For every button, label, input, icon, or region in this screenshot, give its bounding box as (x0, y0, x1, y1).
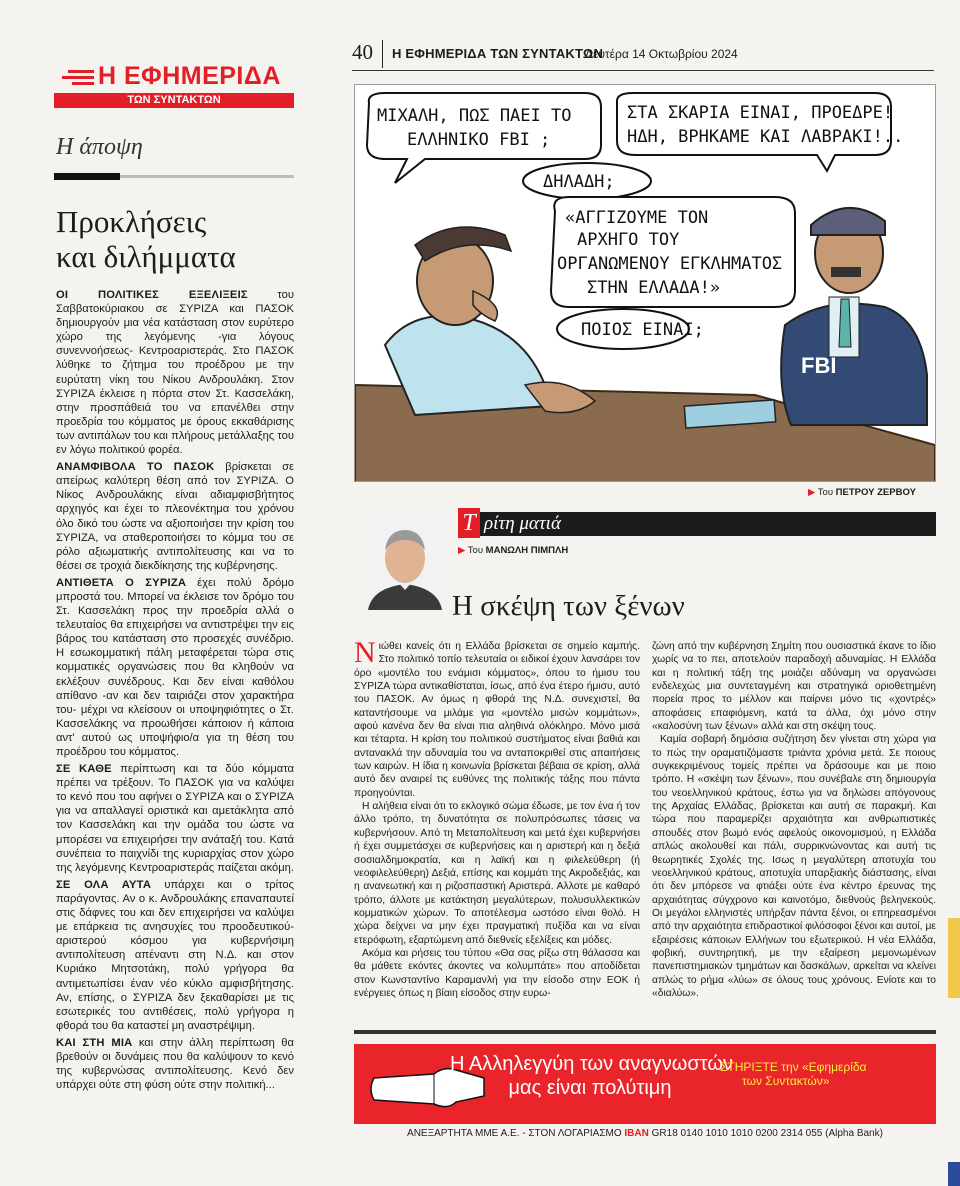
bubble-text: ΕΛΛΗΝΙΚΟ FBI ; (407, 130, 551, 150)
editorial-title-line: Προκλήσεις (56, 204, 207, 239)
bubble-text: ΠΟΙΟΣ ΕΙΝΑΙ; (581, 320, 704, 340)
article-column-2 (652, 640, 936, 1000)
figure-right-mustache (831, 267, 861, 277)
header-paper-name: Η ΕΦΗΜΕΡΙΔΑ ΤΩΝ ΣΥΝΤΑΚΤΩΝ (392, 46, 604, 61)
article-paragraph: Νιώθει κανείς ότι η Ελλάδα βρίσκεται σε σημείο καμπής. Στο πολιτικό τοπίο τελευταία οι ειδικοί έχουν λανσάρει τον όρο «μοντέλο του ενάμισι κόμματος», όπου το ήμισυ του ΣΥΡΙΖΑ τώρα αντικαθίσταται, ίσως, από ένα έτερο ήμισυ, αυτό του ΠΑΣΟΚ. Αν όμως η φθορά της Ν.Δ. συνεχιστεί, θα καταντήσουμε να μιλάμε για «μοντέλο μισών κομμάτων», αφού κανένα δεν θα είναι πια αληθινά ολόκληρο. Μόνο μισά και τέταρτα. Η κρίση του πολιτικού συστήματος είναι βαθιά και αντανακλά την αδυναμία του να ανταποκριθεί στις απαιτήσεις των καιρών. Η ίδια η κοινωνία βρίσκεται βέβαια σε κρίση, αλλά αυτό δεν αναιρεί τις ευθύνες της πολιτικής τάξης που πάντα προηγούνται. (354, 636, 640, 799)
bubble-text: ΟΡΓΑΝΩΜΕΝΟΥ ΕΓΚΛΗΜΑΤΟΣ (557, 254, 783, 274)
section-bar (54, 173, 294, 180)
author-photo (362, 518, 448, 610)
column-author: ▶ Του ΜΑΝΩΛΗ ΠΙΜΠΛΗ (458, 545, 569, 556)
bubble-text: ΗΔΗ, ΒΡΗΚΑΜΕ ΚΑΙ ΛΑΒΡΑΚΙ!.. (627, 127, 904, 147)
section-label: Η άποψη (56, 134, 143, 160)
editorial-title-line: και διλήμματα (56, 239, 236, 274)
bubble-text: ΣΤΗΝ ΕΛΛΑΔΑ!» (587, 278, 721, 298)
figure-right-tie (839, 299, 851, 347)
editorial-paragraph: ΣΕ ΟΛΑ ΑΥΤΑ υπάρχει και ο τρίτος παράγοντας. Αν ο κ. Ανδρουλάκης επαναπαυτεί στις δάφνες του και δεν επιχειρήσει να καλύψει με επάρκεια τις ανησυχίες του προοδευτικού-αριστερού κόσμου για κυβερνήσιμη αντιπολίτευση απέναντι στη Ν.Δ. και στον Κυριάκο Μητσοτάκη, πολύ γρήγορα θα αντιμετωπίσει έναν νέο κύκλο αμφισβήτησης. Αν, επίσης, ο ΣΥΡΙΖΑ δεν ξεκαθαρίσει με τις εσωτερικές του αντιθέσεις, πολύ γρήγορα η φθορά του θα καταστεί μη αναστρέψιμη. (56, 878, 294, 1032)
header-date: Δευτέρα 14 Οκτωβρίου 2024 (585, 47, 738, 61)
bubble-text: «ΑΓΓΙΖΟΥΜΕ ΤΟΝ (565, 208, 709, 228)
article-title: Η σκέψη των ξένων (452, 590, 685, 622)
ad-rule (354, 1030, 936, 1034)
drop-cap: Ν (354, 636, 376, 669)
edge-mark (948, 918, 960, 998)
article-paragraph: Ακόμα και ρήσεις του τύπου «Θα σας ρίξω στη θάλασσα και θα μάθετε εκόντες άκοντες να κολυμπάτε» που αποδίδεται στον Κωνσταντίνο Καραμανλή για την είσοδο στην ΕΟΚ ή ενέργειες όπως η βίαιη είσοδος στην ευρω- (354, 947, 640, 999)
newspaper-logo (54, 62, 294, 108)
political-cartoon (354, 84, 936, 482)
column-name: ρίτη ματιά (484, 513, 561, 534)
bubble-text: ΑΡΧΗΓΟ ΤΟΥ (577, 230, 680, 250)
editorial-title (56, 204, 296, 274)
article-paragraph: Καμία σοβαρή δημόσια συζήτηση δεν γίνεται στη χώρα για το πώς την οραματιζόμαστε τριάντα χρόνια μετά. Σε ποιους συγκεκριμένους τομείς πρέπει να δράσουμε και με ποιο τρόπο. Η «σκέψη των ξένων», που συνέβαλε στη δημιουργία του νεοελληνικού κράτους, έστω για να δηλώσει απόγονους της Αρχαίας Ελλάδας, βρίσκεται και αυτή σε παρακμή. Και τώρα που παραμερίζει αρχαιότητα και ανθρωπιστικές σπουδές στον βωμό ενός αφελούς οικονομισμού, η Ελλάδα απλώς ακολουθεί και πάλι, συρρικνώνοντας και αυτή τις θεωρητικές Σχολές της. Ισως η μεγαλύτερη αποτυχία του νεοελληνικού κράτους, αποτυχία υπαρξιακής διάστασης, είναι ότι δεν μπόρεσε να φτιάξει ούτε ένα κέντρο έρευνας της αρχαιότητας σύγχρονο και καινοτόμο, διεθνούς βεληνεκούς. Οι μεγάλοι ελληνιστές υπήρξαν πάντα ξένοι, οι επηρεασμένοι από την αρχαιότητα επιδραστικοί φιλόσοφοι ξένοι και αυτοί, με εξαιρέσεις κάποιων Ελλήνων του εξωτερικού. Η νέα Ελλάδα, φοβική, συντηρητική, με την εξαίρεση μεμονωμένων πανεπιστημιακών τμημάτων και δασκάλων, αρκείται να κλείνει απλώς το ρήμα «λύω» σε όλους τους χρόνους. Ενίοτε και το «διαλύω». (652, 734, 936, 999)
column-initial: Τ (458, 508, 480, 538)
editorial-paragraph: ΟΙ ΠΟΛΙΤΙΚΕΣ ΕΞΕΛΙΞΕΙΣ του Σαββατοκύριακου σε ΣΥΡΙΖΑ και ΠΑΣΟΚ δημιουργούν μια νέα κατάσταση στον ευρύτερο χώρο της λεγόμενης -για λόγους συνεννοήσεως- Κεντροαριστεράς. Στο ΠΑΣΟΚ λύθηκε το ζήτημα του προέδρου με την ευρύτατη νίκη του Νίκου Ανδρουλάκη. Στον ΣΥΡΙΖΑ έκλεισε η πόρτα στον Στ. Κασσελάκη, στην προσπάθειά του να επανέλθει στην προεδρία του κόμματος με όρους εκκαθάρισης των αντιπάλων του και πλήρους μετάλλαξης του εν λόγω πολιτικού φορέα. (56, 289, 294, 457)
header-rule (352, 70, 934, 71)
ad-bank-details: ΑΝΕΞΑΡΤΗΤΑ ΜΜΕ Α.Ε. - ΣΤΟΝ ΛΟΓΑΡΙΑΣΜΟ IBAN GR18 0140 1010 1010 0200 2314 055 (Alpha Bank) (407, 1128, 883, 1139)
figure-right-cap (811, 208, 885, 235)
editorial-paragraph: ΑΝΤΙΘΕΤΑ Ο ΣΥΡΙΖΑ έχει πολύ δρόμο μπροστά του. Μπορεί να έκλεισε τον δρόμο του Στ. Κασσελάκη προς την προεδρία αλλά ο τελευταίος θα επιχειρήσει να αντιστρέψει την εις βάρος του κατάσταση στο προσεχές συνέδριο. Η εσωκομματική πάλη μεταφέρεται τώρα στις κομματικές οργανώσεις που θα κληθούν να εκλέξουν συνέδρους. Και δεν είναι καθόλου απίθανο -αν και δεν ταιριάζει στον χαρακτήρα του- μέχρι να κλείσουν οι υποψηφιότητες ο Στ. Κασσελάκης να προωθήσει κάποιον ή κάποια αντ' αυτού ως υποψήφιο/α για τη θέση του προέδρου του κόμματος. (56, 576, 295, 758)
bubble-text: ΜΙΧΑΛΗ, ΠΩΣ ΠΑΕΙ ΤΟ (377, 106, 572, 126)
cartoon-credit: ▶ Του ΠΕΤΡΟΥ ΖΕΡΒΟΥ (808, 487, 916, 498)
editorial-paragraph: ΚΑΙ ΣΤΗ ΜΙΑ και στην άλλη περίπτωση θα βρεθούν οι δυνάμεις που θα καλύψουν το κενό της κυβερνώσας αντιπολίτευσης. Κενό δεν υπάρχει ούτε στη φύση ούτε στην πολιτική... (56, 1036, 294, 1092)
author-arrow-icon: ▶ (458, 545, 466, 556)
logo-sub-text: ΤΩΝ ΣΥΝΤΑΚΤΩΝ (54, 93, 294, 108)
bubble-text: ΣΤΑ ΣΚΑΡΙΑ ΕΙΝΑΙ, ΠΡΟΕΔΡΕ! (627, 103, 894, 123)
logo-main-text: Η ΕΦΗΜΕΡΙΔΑ (98, 62, 281, 90)
article-paragraph: Η αλήθεια είναι ότι το εκλογικό σώμα έδωσε, με τον ένα ή τον άλλο τρόπο, τη δυνατότητα σε πολυπρόσωπες τάσεις να κυβερνήσουν. Από τη Μεταπολίτευση και μετά έχει κυβερνήσει ή έχει συμμετάσχει σε κυβερνήσεις και η αριστερή και η δεξιά σοσιαλδημοκρατία, και η λαϊκή και η φιλελεύθερη (ή νεοφιλελεύθερη) Δεξιά, επίσης και κομμάτι της Ακροδεξιάς, και η ανανεωτική και η ριζοσπαστική Αριστερά. Αλλοτε με καθαρό τρόπο, άλλοτε με κατάκτηση μεγαλύτερων, πολυσυλλεκτικών κομματικών χώρων. Το αποτέλεσμα ωστόσο είναι θολό. Η χώρα δείχνει να μην έχει πραγματική πυξίδα και να είναι ετερόφωτη, εξαρτώμενη από διεθνείς εξελίξεις και μόδες. (354, 801, 640, 946)
fbi-vest-label: FBI (801, 353, 837, 378)
article-paragraph: ζώνη από την κυβέρνηση Σημίτη που ουσιαστικά έκανε το ίδιο χωρίς να το πει, αποτελούν παραδοχή αδυναμίας. Η Ελλάδα και η πολιτική τάξη της μοιάζει αδύναμη να οργανώσει ενδελεχώς μια συντεταγμένη και στρατηγικά οριοθετημένη πορεία προς το μέλλον και παίρνει μόνο τις «χοντρές» αποφάσεις επαφιόμενη, κατά τα άλλα, όχι μόνο στην «καλοσύνη των ξένων» αλλά και στη σκέψη τους. (652, 641, 936, 733)
editorial-paragraph: ΣΕ ΚΑΘΕ περίπτωση και τα δύο κόμματα πρέπει να τρέξουν. Το ΠΑΣΟΚ για να καλύψει το κενό που του αφήνει ο ΣΥΡΙΖΑ και ο ΣΥΡΙΖΑ για να απαλλαγεί οριστικά και αμετάκλητα από τον Κασσελάκη και την ομάδα του ώστε να μπορέσει να επιχειρήσει την ανάταξή του. Κατά συνέπεια το παιχνίδι της κυριαρχίας στον χώρο της λεγόμενης Κεντροαριστεράς παίζεται ακόμη. (56, 763, 294, 874)
ad-title: Η Αλληλεγγύη των αναγνωστών μας είναι πολύτιμη (450, 1053, 733, 1099)
page-number: 40 (352, 40, 373, 64)
header-divider (382, 40, 383, 68)
credit-arrow-icon: ▶ (808, 487, 816, 498)
edge-mark (948, 1162, 960, 1186)
editorial-paragraph: ΑΝΑΜΦΙΒΟΛΑ ΤΟ ΠΑΣΟΚ βρίσκεται σε απείρως καλύτερη θέση από τον ΣΥΡΙΖΑ. Ο Νίκος Ανδρουλάκης είναι αδιαμφισβήτητος αρχηγός και έχει το πλεονέκτημα του χρόνου όλο δικό του ώστε να αξιοποιήσει την κρίση του ΣΥΡΙΖΑ, να σταθεροποιήσει το κόμμα του σε ρόλο αξιωματικής αντιπολίτευσης και να το θέσει σε τροχιά διεκδίκησης της κυβέρνησης. (56, 461, 294, 572)
bubble-text: ΔΗΛΑΔΗ; (543, 172, 615, 192)
editorial-body (56, 288, 294, 1095)
article-column-1 (354, 636, 640, 1000)
ad-support-text: ΣΤΗΡΙΞΤΕ την «Εφημερίδα των Συντακτών» (720, 1060, 867, 1088)
